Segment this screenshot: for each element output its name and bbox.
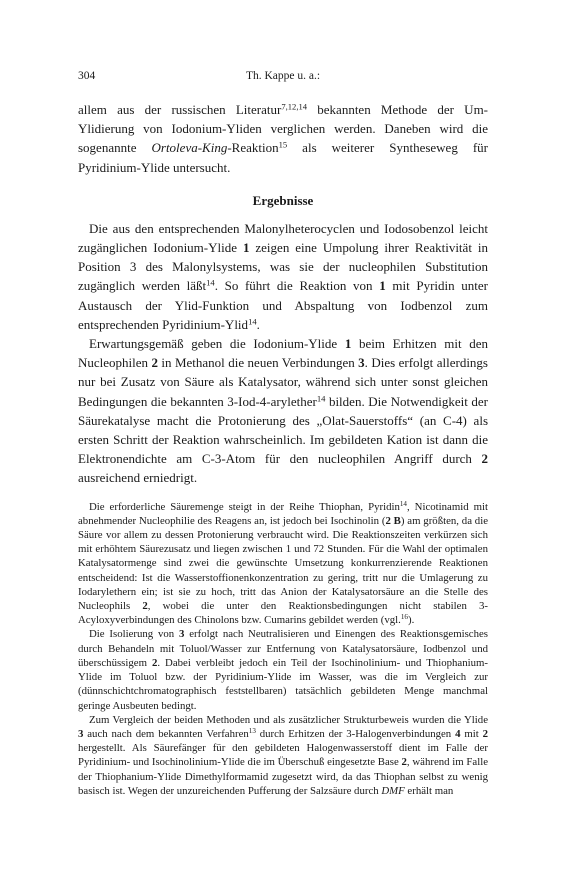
compound-number: 2 [401, 756, 407, 769]
page-number: 304 [78, 70, 96, 82]
small-print-paragraphs [78, 500, 488, 798]
text-run: Zum Vergleich der beiden Methoden und als zusätzlicher Strukturbeweis wurden die Ylide [89, 713, 488, 726]
paragraph [78, 100, 488, 177]
citation-reference: 15 [278, 139, 288, 150]
text-run: . [256, 316, 260, 332]
citation-reference: 14 [248, 316, 257, 327]
text-run: . Dabei verbleibt jedoch ein Teil der Isochinolinium- und Thiophanium-Ylide im Toluol bzw. der Pyridinium-Ylide im Wasser, was die im Vergleich zur (dünnschichtchromatographisch feststellbaren) tatsächlich gebildeten Menge manchmal geringe Ausbeuten bedingt. [78, 656, 488, 712]
compound-number: 2 B [385, 514, 401, 527]
text-run: , Nicotinamid mit abnehmender Nucleophilie des Reagens an, ist jedoch bei Isochinolin ( [78, 500, 488, 527]
paragraph [78, 500, 488, 628]
compound-number: 1 [379, 278, 386, 294]
paragraph [78, 334, 488, 488]
compound-number: 2 [142, 600, 148, 613]
compound-number: 1 [242, 240, 250, 256]
text-run: bilden. Die Notwendigkeit der Säurekatalyse macht die Protonierung des „Olat-Sauerstoffs“ (an C-4) als ersten Schritt der Reaktion wahrscheinlich. Im gebildeten Kation ist dann die Elektronendichte am C-3-Atom für den nucleophilen Angriff durch [78, 393, 488, 467]
text-run: , während im Falle der Thiophanium-Ylide Dimethylformamid zugesetzt wird, da das Thiophan selbst zu wenig basisch ist. Wegen der unzureichenden Pufferung der Salzsäure durch [78, 756, 488, 797]
section-heading: Ergebnisse [252, 192, 314, 208]
intro-block [78, 100, 488, 488]
compound-number: 1 [344, 336, 352, 352]
compound-number: 2 [151, 656, 158, 669]
text-run: ausreichend erniedrigt. [78, 470, 198, 486]
text-run: zeigen eine Umpolung ihrer Reaktivität in Position 3 des Malonylsystems, was sie der nucleophilen Substitution zugänglich werden läßt [78, 240, 488, 294]
citation-reference: 14 [316, 392, 326, 403]
compound-number: 3 [78, 727, 84, 740]
text-run: Die aus den entsprechenden Malonylheterocyclen und Iodosobenzol leicht zugänglichen Iodonium-Ylide [78, 220, 488, 256]
intro-paragraphs [78, 100, 488, 177]
running-title: Th. Kappe u. a.: [245, 70, 321, 82]
compound-number: 3 [358, 355, 365, 371]
text-run: ). [407, 614, 415, 627]
text-run: hergestellt. Als Säurefänger für den gebildeten Halogenwasserstoff dient im Falle der Pyridinium- und Isochinolinium-Ylide die im Überschuß eingesetzte Base [78, 742, 488, 769]
italic-text: DMF [381, 784, 405, 797]
compound-number: 2 [482, 727, 488, 740]
text-run: . So führt die Reaktion von [214, 278, 380, 294]
text-run: mit Pyridin unter Austausch der Ylid-Funktion und Abspaltung von Iodbenzol zum entsprechenden Pyridinium-Ylid [78, 278, 488, 332]
journal-page [78, 70, 488, 798]
page-header [78, 70, 488, 88]
text-run: in Methanol die neuen Verbindungen [157, 355, 359, 371]
paragraph [78, 713, 488, 798]
paragraph [78, 219, 488, 334]
text-run: erfolgt nach Neutralisieren und Einengen des Reaktionsgemisches durch Behandeln mit Toluol/Wasser zur Entfernung von Katalysatorsäure, Iodbenzol und überschüssigem [78, 628, 488, 669]
citation-reference: 16 [400, 613, 408, 622]
text-run: allem aus der russischen Literatur [78, 102, 282, 117]
text-run: , wobei die unter den Reaktionsbedingungen nicht stabilen 3-Acyloxyverbindungen des Chinolons bzw. Cumarins gebildet werden (vgl. [78, 600, 488, 627]
text-run: auch nach dem bekannten Verfahren [83, 727, 249, 740]
text-run: beim Erhitzen mit den Nucleophilen [78, 336, 488, 371]
citation-reference: 7,12,14 [281, 101, 308, 112]
text-run: als weiterer Syntheseweg für Pyridinium-Ylide untersucht. [78, 140, 489, 175]
citation-reference: 14 [399, 499, 407, 508]
text-run: erhält man [404, 784, 454, 797]
text-run: ) am größten, da die Säure vor allem zu dessen Protonierung verbraucht wird. Die Reaktionszeiten verkürzen sich mit erhöhtem Säurezusatz und liegen zwischen 1 und 72 Stunden. Für die Wahl der optimalen Katalysatormenge sind zwei die gewünschte Umsetzung konkurrenzierende Reaktionen entscheidend: Ist die Wasserstoffionenkonzentration zu gering, tritt nur die Umlagerung zu Iodarylethern ein; ist sie zu hoch, tritt das Anion der Katalysatorsäure an die Stelle des Nucleophils [78, 514, 488, 613]
text-run: . Dies erfolgt allerdings nur bei Zusatz von Säure als Katalysator, während sich unter sonst gleichen Bedingungen die bekannten 3-Iod-4-arylether [78, 355, 488, 409]
citation-reference: 13 [248, 727, 256, 735]
citation-reference: 14 [206, 277, 215, 288]
text-run: durch Erhitzen der 3-Halogenverbindungen [255, 727, 456, 740]
text-run: bekannten Methode der Um-Ylidierung von Iodonium-Yliden verglichen werden. Daneben wird die sogenannte [78, 102, 489, 156]
main-paragraphs [78, 219, 488, 488]
paragraph [78, 627, 488, 712]
compound-number: 2 [481, 451, 488, 467]
text-run: Die Isolierung von [89, 628, 180, 641]
compound-number: 3 [179, 628, 185, 641]
text-run: -Reaktion [227, 140, 279, 156]
text-run: Die erforderliche Säuremenge steigt in der Reihe Thiophan, Pyridin [89, 500, 400, 513]
italic-text: Ortoleva-King [151, 140, 228, 156]
text-run: Erwartungsgemäß geben die Iodonium-Ylide [89, 336, 345, 352]
compound-number: 2 [151, 355, 158, 371]
compound-number: 4 [455, 727, 461, 740]
text-run: mit [460, 727, 483, 740]
